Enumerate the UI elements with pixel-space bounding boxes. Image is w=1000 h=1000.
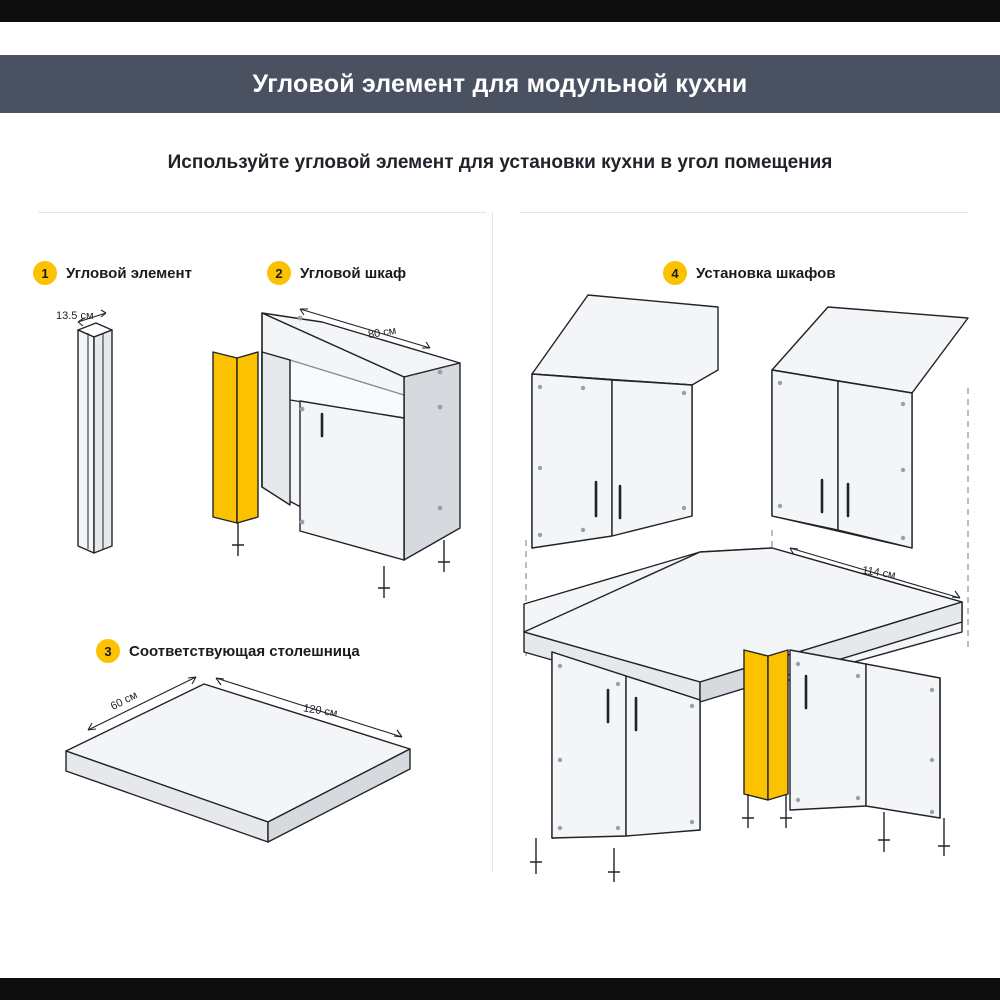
step-2-badge: 2	[267, 261, 291, 285]
step-1-badge: 1	[33, 261, 57, 285]
wall-cabinet-left-illustration	[532, 295, 718, 548]
page-title: Угловой элемент для модульной кухни	[252, 69, 748, 98]
dimension-corner-cabinet-width: 80 см	[367, 324, 398, 342]
dimension-countertop-depth: 60 см	[108, 689, 140, 713]
step-4-label: Установка шкафов	[696, 264, 836, 282]
step-1-label: Угловой элемент	[66, 264, 192, 282]
step-4-badge: 4	[663, 261, 687, 285]
corner-element-illustration	[78, 310, 112, 553]
dimension-assembly-length: 114 см	[861, 564, 897, 582]
step-2-label: Угловой шкаф	[300, 264, 407, 282]
subtitle: Используйте угловой элемент для установки кухни в угол помещения	[167, 152, 833, 173]
dimension-countertop-length: 120 см	[302, 702, 339, 720]
base-assembly-illustration	[524, 548, 962, 882]
step-3-label: Соответствующая столешница	[129, 642, 360, 660]
corner-cabinet-illustration	[213, 309, 460, 598]
dimension-corner-element-width: 13.5 см	[56, 310, 94, 322]
step-3-badge: 3	[96, 639, 120, 663]
wall-cabinet-right-illustration	[772, 307, 968, 548]
